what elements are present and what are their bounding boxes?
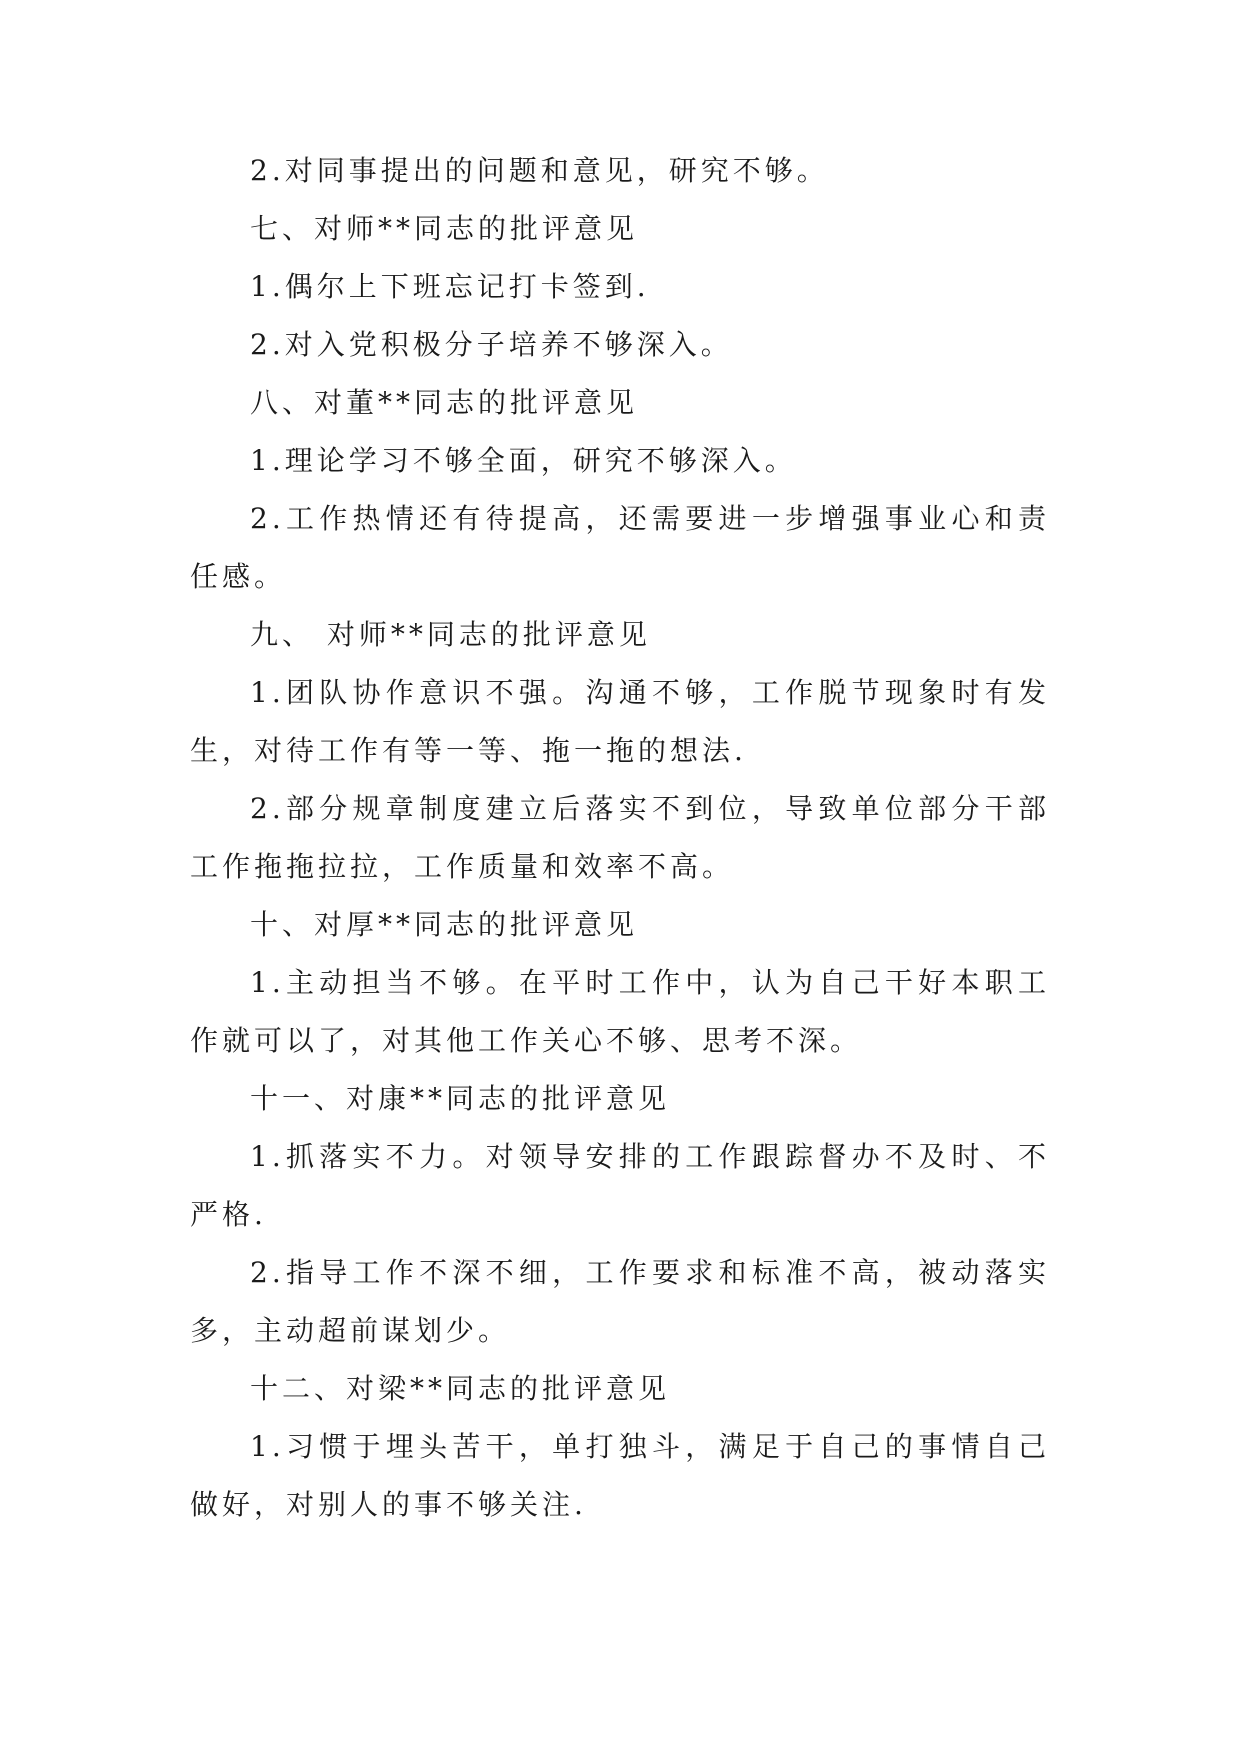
paragraph-item: 2.工作热情还有待提高，还需要进一步增强事业心和责任感。	[190, 502, 1050, 593]
paragraph-item: 2.部分规章制度建立后落实不到位，导致单位部分干部工作拖拖拉拉，工作质量和效率不高。	[190, 792, 1050, 883]
paragraph-item: 2.对入党积极分子培养不够深入。	[250, 328, 733, 361]
paragraph-item: 1.抓落实不力。对领导安排的工作跟踪督办不及时、不严格.	[190, 1140, 1050, 1231]
paragraph-item: 2.对同事提出的问题和意见，研究不够。	[250, 154, 829, 187]
section-heading: 十一、对康**同志的批评意见	[250, 1082, 671, 1115]
section-heading: 九、 对师**同志的批评意见	[250, 618, 651, 651]
paragraph-item: 2.指导工作不深不细，工作要求和标准不高，被动落实多，主动超前谋划少。	[190, 1256, 1050, 1347]
section-heading: 十、对厚**同志的批评意见	[250, 908, 639, 941]
paragraph-item: 1.偶尔上下班忘记打卡签到.	[250, 270, 650, 303]
document-page	[190, 142, 1050, 1534]
section-heading: 十二、对梁**同志的批评意见	[250, 1372, 671, 1405]
paragraph-item: 1.理论学习不够全面，研究不够深入。	[250, 444, 797, 477]
paragraph-item: 1.主动担当不够。在平时工作中，认为自己干好本职工作就可以了，对其他工作关心不够、思考不深。	[190, 966, 1050, 1057]
paragraph-item: 1.习惯于埋头苦干，单打独斗，满足于自己的事情自己做好，对别人的事不够关注.	[190, 1430, 1050, 1521]
section-heading: 八、对董**同志的批评意见	[250, 386, 639, 419]
paragraph-item: 1.团队协作意识不强。沟通不够，工作脱节现象时有发生，对待工作有等一等、拖一拖的想法.	[190, 676, 1050, 767]
section-heading: 七、对师**同志的批评意见	[250, 212, 639, 245]
